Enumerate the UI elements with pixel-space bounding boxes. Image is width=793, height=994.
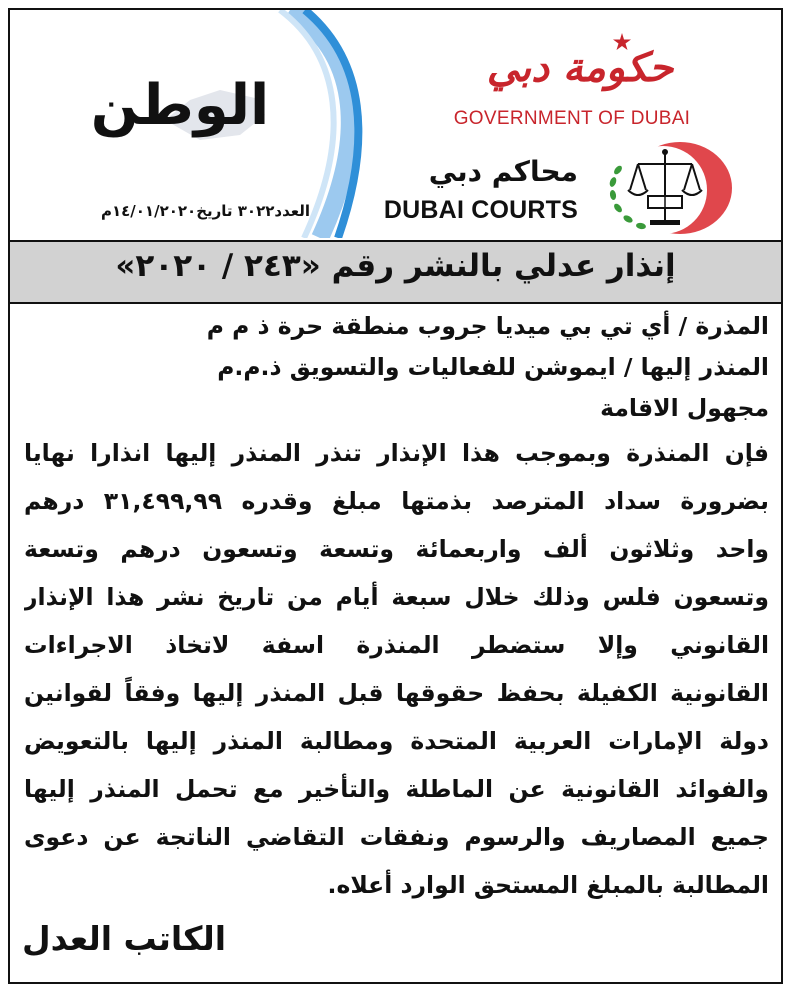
body-line: القانوني وإلا ستضطر المنذرة اسفة لاتخاذ الاجراءات xyxy=(24,631,769,659)
body-line: واحد وثلاثون ألف واربعمائة وتسعة وتسعون درهم وتسعة xyxy=(24,535,769,563)
body-line: فإن المنذرة وبموجب هذا الإنذار تنذر المنذر إليها انذارا نهايا xyxy=(24,439,769,467)
government-name-arabic: حكومة دبي xyxy=(486,44,674,91)
government-name-english: GOVERNMENT OF DUBAI xyxy=(453,108,691,129)
courts-name-arabic: محاكم دبي xyxy=(428,155,578,188)
issue-line: العدد٣٠٢٢ تاريخ١٤/٠١/٢٠٢٠م xyxy=(100,202,310,220)
notice-title: إنذار عدلي بالنشر رقم «٢٤٣ / ٢٠٢٠» xyxy=(115,248,676,284)
body-line: بضرورة سداد المترصد بذمتها مبلغ وقدره ٣١,٤٩٩,٩٩ درهم xyxy=(24,487,769,515)
body-last-line: المطالبة بالمبلغ المستحق الوارد أعلاه. xyxy=(327,871,769,899)
body-line: وتسعون فلس وذلك خلال سبعة أيام من تاريخ نشر هذا الإنذار xyxy=(24,583,769,611)
newspaper-name: الوطن xyxy=(90,73,270,138)
notice-body xyxy=(24,306,769,909)
courts-name-english: DUBAI COURTS xyxy=(383,196,578,224)
body-line: دولة الإمارات العربية المتحدة ومطالبة المنذر إليها بالتعويض xyxy=(24,727,769,755)
body-line: القانونية الكفيلة بحفظ حقوقها قبل المنذر إليها وفقاً لقوانين xyxy=(24,679,769,707)
scales-of-justice-icon xyxy=(588,140,738,236)
signature-notary: الكاتب العدل xyxy=(22,919,227,958)
body-line: والفوائد القانونية عن الماطلة والتأخير مع تحمل المنذر إليها xyxy=(24,775,769,803)
header xyxy=(10,10,781,238)
notice-frame xyxy=(8,8,783,984)
title-band xyxy=(10,240,781,304)
body-line: جميع المصاريف والرسوم ونفقات التقاضي الناتجة عن دعوى xyxy=(24,823,769,851)
residence-line: مجهول الاقامة xyxy=(600,394,769,422)
notified-party-line: المنذر إليها / ايموشن للفعاليات والتسويق ذ.م.م xyxy=(217,353,769,381)
notifier-line: المذرة / أي تي بي ميديا جروب منطقة حرة ذ م م xyxy=(206,312,769,340)
